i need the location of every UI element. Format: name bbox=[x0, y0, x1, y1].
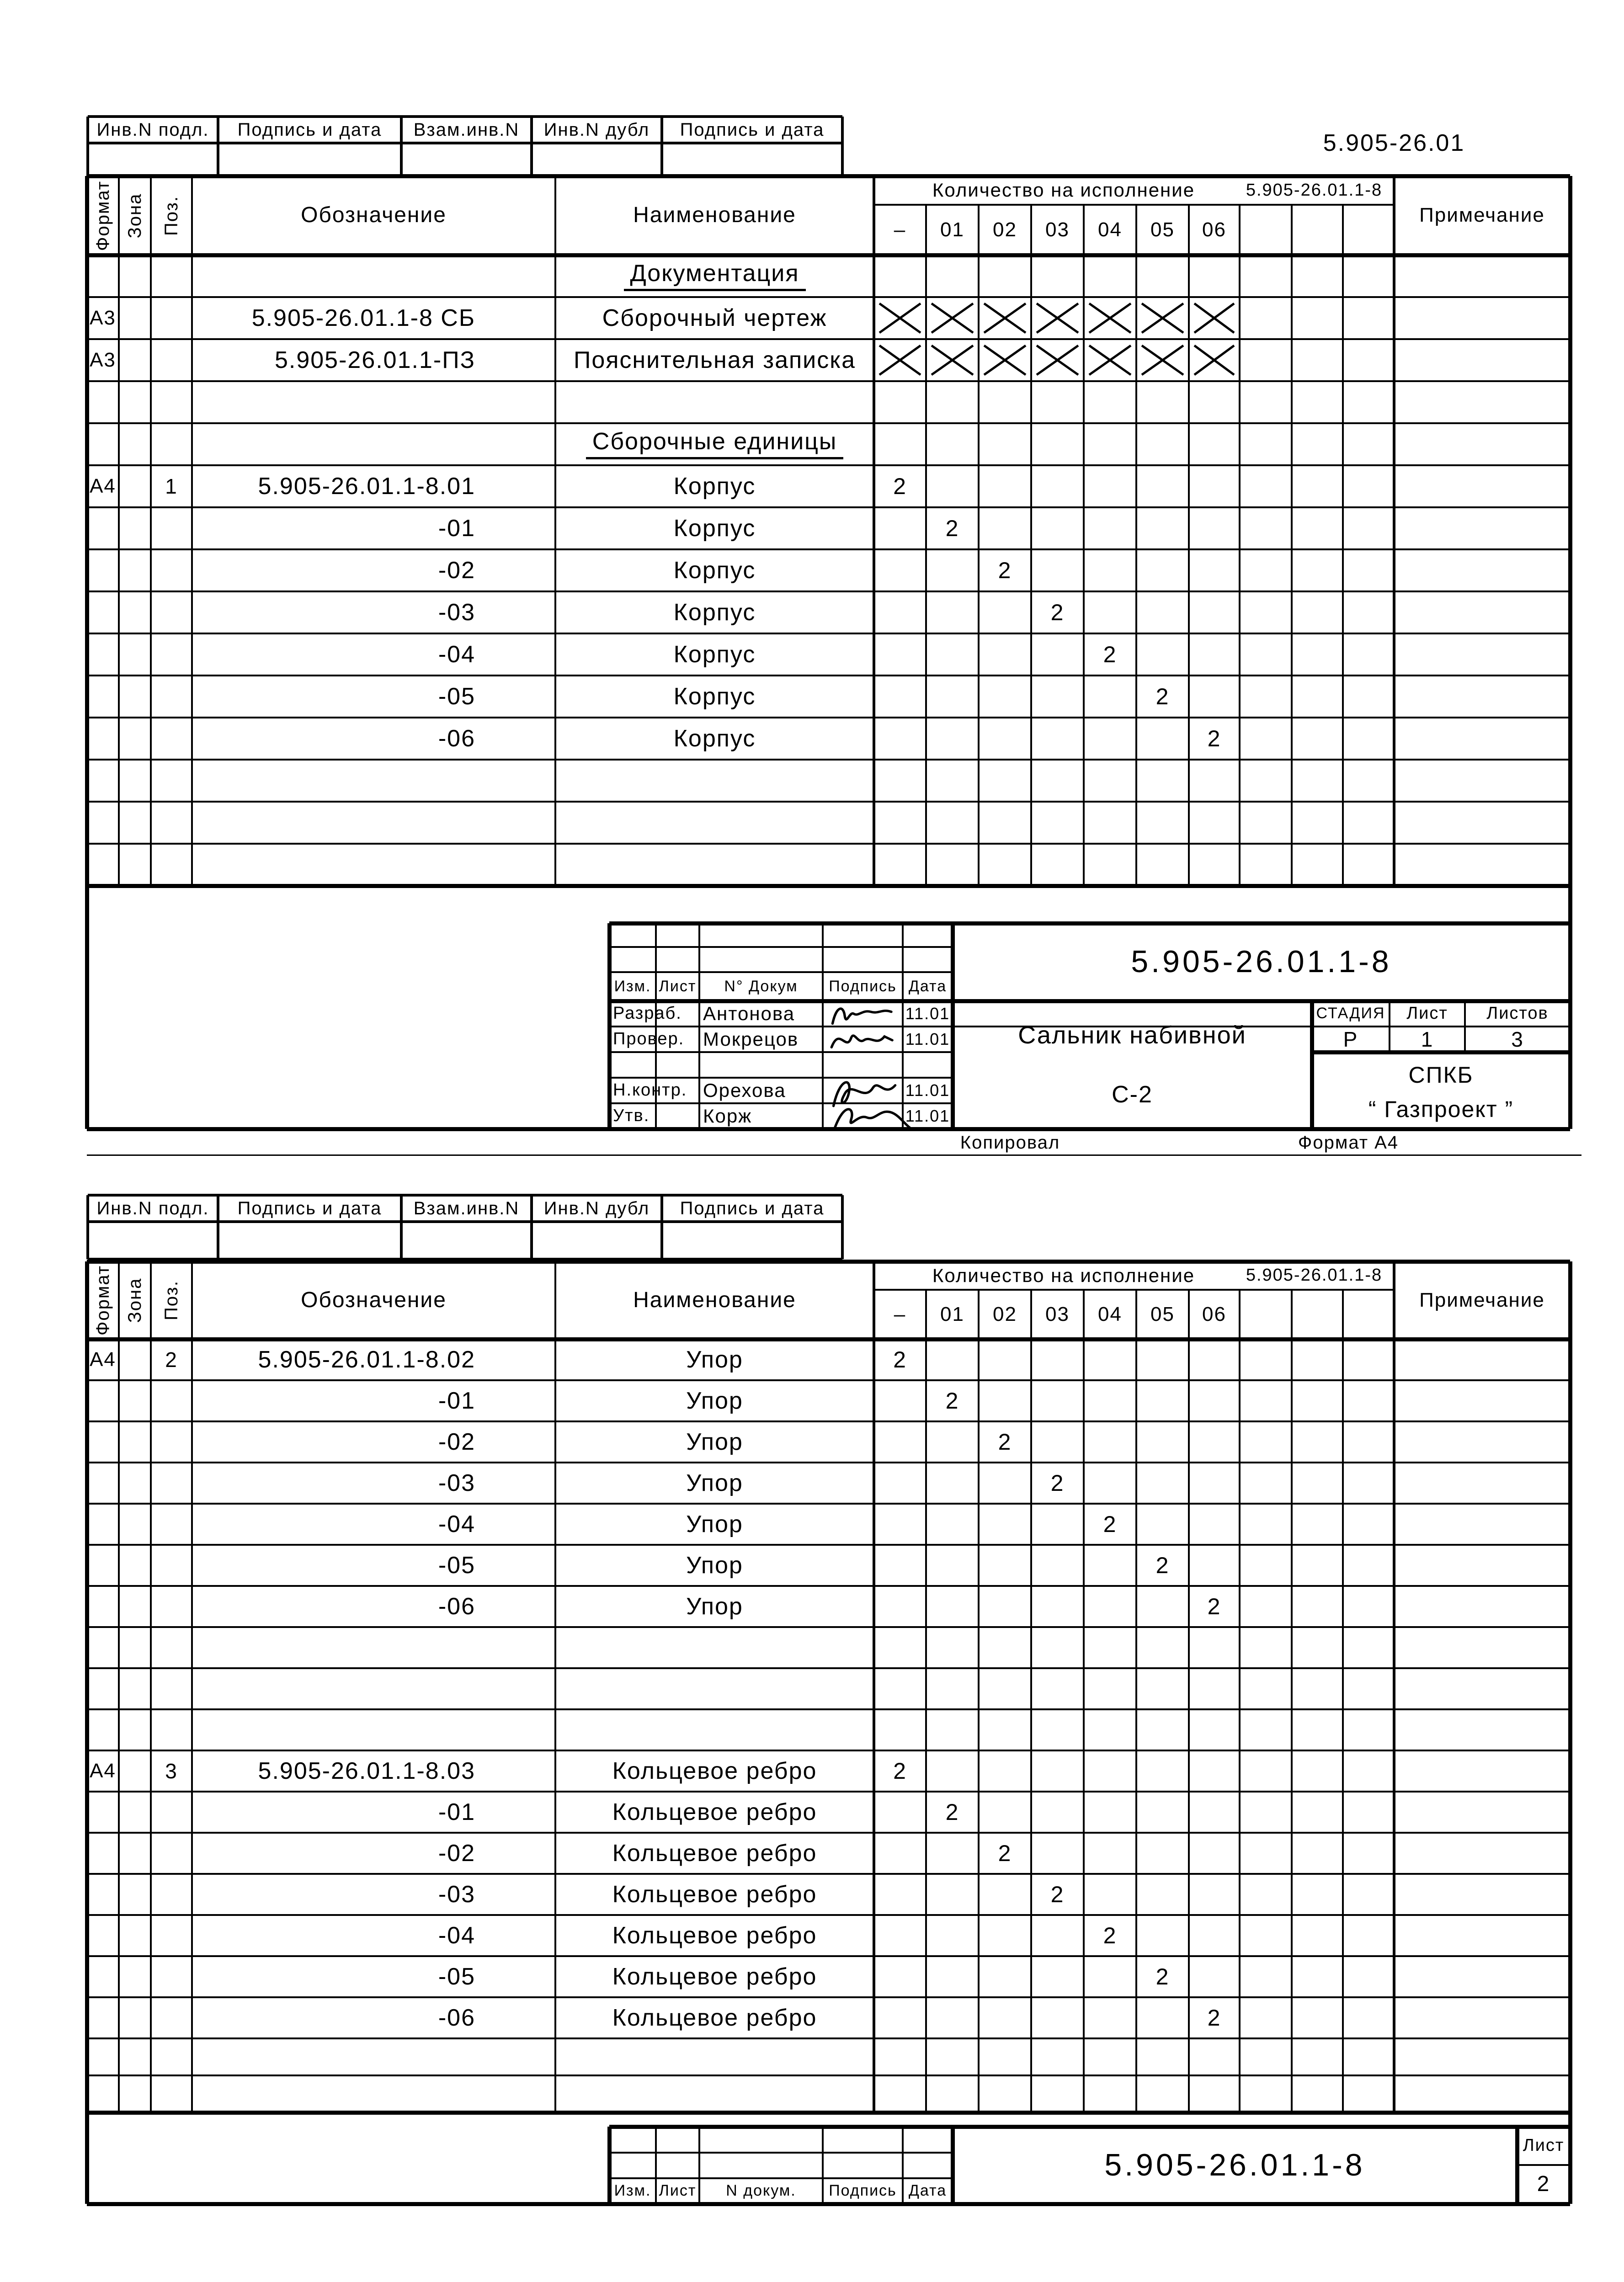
qty-cell: 2 bbox=[1207, 1593, 1221, 1619]
divider-line bbox=[1393, 1261, 1395, 2112]
designation-cell: 5.905-26.01.1-ПЗ bbox=[274, 346, 475, 373]
name-cell: Упор bbox=[686, 1387, 743, 1414]
doc-designation: 5.905-26.01.1-8 bbox=[1131, 944, 1392, 979]
format-a4-label: Формат А4 bbox=[1298, 1133, 1399, 1153]
divider-line bbox=[87, 1154, 1581, 1156]
format-cell: А3 bbox=[90, 306, 116, 329]
col-header-note: Примечание bbox=[1419, 1288, 1545, 1311]
crossed-out-cell-icon bbox=[1138, 342, 1187, 378]
designation-cell: -02 bbox=[438, 1840, 475, 1867]
divider-line bbox=[87, 884, 1570, 888]
crossed-out-cell-icon bbox=[980, 300, 1029, 336]
titleblock-role-cell: Н.контр. bbox=[613, 1080, 687, 1100]
divider-line bbox=[1393, 176, 1395, 886]
sheet-number: 2 bbox=[1537, 2172, 1550, 2197]
divider-line bbox=[118, 176, 120, 886]
divider-line bbox=[87, 759, 1570, 761]
crossed-out-cell-icon bbox=[1033, 300, 1082, 336]
designation-cell: -02 bbox=[438, 1428, 475, 1455]
qty-cell: 2 bbox=[1103, 1922, 1117, 1948]
divider-line bbox=[87, 1667, 1570, 1669]
name-cell: Кольцевое ребро bbox=[612, 1881, 817, 1908]
doc-title-line2: С-2 bbox=[1112, 1081, 1153, 1108]
titleblock-date-cell: 11.01 bbox=[905, 1106, 950, 1126]
qty-cell: 2 bbox=[893, 473, 907, 499]
divider-line bbox=[87, 2075, 1570, 2076]
qty-cell: 2 bbox=[998, 557, 1012, 583]
qty-cell: 2 bbox=[945, 515, 959, 541]
sheets-label: Листов bbox=[1486, 1004, 1549, 1023]
divider-line bbox=[609, 946, 953, 948]
divider-line bbox=[150, 176, 152, 886]
designation-cell: -04 bbox=[438, 1511, 475, 1537]
divider-line bbox=[1239, 205, 1241, 886]
divider-line bbox=[1188, 205, 1190, 886]
name-cell: Упор bbox=[686, 1593, 743, 1620]
doc-designation: 5.905-26.01.1-8 bbox=[1104, 2147, 1365, 2182]
col-header-format: Формат bbox=[93, 180, 113, 251]
crossed-out-cell-icon bbox=[876, 300, 924, 336]
divider-line bbox=[85, 1261, 89, 2112]
crossed-out-cell-icon bbox=[980, 342, 1029, 378]
titleblock-role-cell: Разраб. bbox=[613, 1004, 682, 1023]
qty-col-header: 06 bbox=[1202, 218, 1226, 241]
side-strip-label: Инв.N подл. bbox=[96, 1198, 209, 1218]
titleblock-role-cell: Провер. bbox=[613, 1029, 685, 1049]
divider-line bbox=[191, 176, 193, 886]
side-strip-label: Инв.N дубл bbox=[543, 1198, 650, 1218]
titleblock-name-cell: Мокрецов bbox=[703, 1028, 799, 1050]
col-header-designation: Обозначение bbox=[301, 1287, 447, 1312]
qty-col-header: 06 bbox=[1202, 1303, 1226, 1325]
qty-cell: 2 bbox=[1050, 1470, 1065, 1496]
qty-cell: 2 bbox=[998, 1429, 1012, 1455]
side-strip-label: Подпись и дата bbox=[680, 120, 825, 140]
divider-line bbox=[1135, 205, 1137, 886]
titleblock-name-cell: Антонова bbox=[703, 1002, 795, 1024]
doc-change-col-header: Дата bbox=[908, 2182, 947, 2200]
divider-line bbox=[87, 1127, 609, 1131]
designation-cell: 5.905-26.01.1-8.02 bbox=[258, 1346, 475, 1373]
side-strip-label: Подпись и дата bbox=[680, 1198, 825, 1218]
qty-cell: 2 bbox=[945, 1799, 959, 1825]
qty-cell: 2 bbox=[1050, 1881, 1065, 1907]
name-cell: Корпус bbox=[673, 641, 756, 668]
stage-label: СТАДИЯ bbox=[1316, 1005, 1385, 1022]
doc-change-col-header: Лист bbox=[659, 2182, 697, 2200]
name-cell: Корпус bbox=[673, 557, 756, 584]
qty-col-header: 04 bbox=[1098, 218, 1122, 241]
divider-line bbox=[87, 2037, 1570, 2039]
designation-cell: -01 bbox=[438, 515, 475, 542]
section-title-text: Документация bbox=[624, 261, 806, 291]
copied-by-label: Копировал bbox=[960, 1133, 1060, 1153]
designation-cell: -01 bbox=[438, 1798, 475, 1825]
qty-cell: 2 bbox=[1050, 599, 1065, 625]
doc-change-col-header: Лист bbox=[659, 977, 697, 995]
qty-col-header: 03 bbox=[1045, 1303, 1070, 1325]
side-strip-label: Инв.N дубл bbox=[543, 120, 650, 140]
divider-line bbox=[1291, 205, 1293, 886]
qty-band-title: Количество на исполнение bbox=[932, 1264, 1195, 1286]
section-title bbox=[555, 423, 874, 465]
crossed-out-cell-icon bbox=[1191, 300, 1238, 336]
signature-icon bbox=[830, 1101, 898, 1133]
qty-col-header: 01 bbox=[940, 1303, 964, 1325]
col-header-name: Наименование bbox=[633, 1287, 796, 1312]
divider-line bbox=[87, 1626, 1570, 1628]
qty-cell: 2 bbox=[893, 1346, 907, 1372]
qty-col-header: – bbox=[894, 218, 906, 241]
sheet-label: Лист bbox=[1523, 2136, 1565, 2155]
divider-line bbox=[1239, 1290, 1241, 2112]
divider-line bbox=[87, 380, 1570, 382]
designation-cell: -03 bbox=[438, 1881, 475, 1908]
divider-line bbox=[1030, 205, 1032, 886]
doc-change-col-header: Подпись bbox=[829, 2182, 897, 2200]
qty-col-header: 02 bbox=[993, 1303, 1017, 1325]
qty-cell: 2 bbox=[945, 1388, 959, 1414]
crossed-out-cell-icon bbox=[876, 342, 924, 378]
doc-change-col-header: Изм. bbox=[614, 977, 651, 995]
col-header-pos: Поз. bbox=[161, 195, 181, 236]
designation-cell: 5.905-26.01.1-8.01 bbox=[258, 473, 475, 500]
divider-line bbox=[150, 1261, 152, 2112]
qty-col-header: 02 bbox=[993, 218, 1017, 241]
doc-change-col-header: N докум. bbox=[726, 2182, 796, 2200]
qty-band-code: 5.905-26.01.1-8 bbox=[1246, 180, 1383, 200]
name-cell: Упор bbox=[686, 1428, 743, 1455]
side-strip-label: Подпись и дата bbox=[237, 1198, 382, 1218]
divider-line bbox=[1342, 205, 1344, 886]
name-cell: Корпус bbox=[673, 725, 756, 752]
col-header-format: Формат bbox=[93, 1265, 113, 1336]
divider-line bbox=[85, 2112, 89, 2204]
doc-change-col-header: Изм. bbox=[614, 2182, 651, 2200]
col-header-name: Наименование bbox=[633, 203, 796, 228]
doc-title-line1: Сальник набивной bbox=[1018, 1021, 1246, 1049]
sheets-total: 3 bbox=[1511, 1027, 1524, 1051]
titleblock-name-cell: Орехова bbox=[703, 1079, 786, 1101]
pos-cell: 2 bbox=[165, 1347, 178, 1372]
format-cell: А4 bbox=[90, 474, 116, 497]
name-cell: Кольцевое ребро bbox=[612, 1840, 817, 1867]
divider-line bbox=[1083, 205, 1085, 886]
titleblock-date-cell: 11.01 bbox=[905, 1030, 950, 1049]
divider-line bbox=[1568, 2112, 1572, 2127]
name-cell: Кольцевое ребро bbox=[612, 1798, 817, 1825]
designation-cell: -06 bbox=[438, 725, 475, 752]
qty-col-header: 05 bbox=[1150, 218, 1175, 241]
divider-line bbox=[87, 801, 1570, 803]
sheet-label: Лист bbox=[1406, 1004, 1448, 1023]
org-name-line1: СПКБ bbox=[1408, 1062, 1474, 1088]
qty-cell: 2 bbox=[1155, 1552, 1170, 1578]
qty-cell: 2 bbox=[1155, 1963, 1170, 1989]
qty-col-header: – bbox=[894, 1303, 906, 1325]
name-cell: Упор bbox=[686, 1552, 743, 1579]
divider-line bbox=[1568, 176, 1572, 886]
titleblock-date-cell: 11.01 bbox=[905, 1081, 950, 1100]
qty-cell: 2 bbox=[998, 1840, 1012, 1866]
divider-line bbox=[85, 886, 89, 1129]
qty-cell: 2 bbox=[1155, 683, 1170, 709]
designation-cell: 5.905-26.01.1-8.03 bbox=[258, 1757, 475, 1784]
doc-change-col-header: N° Докум bbox=[724, 977, 798, 995]
side-strip-label: Взам.инв.N bbox=[413, 120, 520, 140]
titleblock-role-cell: Утв. bbox=[613, 1106, 650, 1126]
name-cell: Корпус bbox=[673, 473, 756, 500]
name-cell: Упор bbox=[686, 1346, 743, 1373]
pos-cell: 3 bbox=[165, 1759, 178, 1783]
name-cell: Упор bbox=[686, 1469, 743, 1496]
name-cell: Упор bbox=[686, 1511, 743, 1537]
divider-line bbox=[1291, 1290, 1293, 2112]
crossed-out-cell-icon bbox=[1191, 342, 1238, 378]
col-header-pos: Поз. bbox=[161, 1280, 181, 1320]
divider-line bbox=[118, 1261, 120, 2112]
designation-cell: 5.905-26.01.1-8 СБ bbox=[251, 304, 475, 331]
name-cell: Корпус bbox=[673, 683, 756, 710]
designation-cell: -02 bbox=[438, 557, 475, 584]
col-header-zone: Зона bbox=[125, 1277, 145, 1323]
qty-col-header: 05 bbox=[1150, 1303, 1175, 1325]
divider-line bbox=[1030, 1290, 1032, 2112]
divider-line bbox=[1568, 1261, 1572, 2112]
sheet-number: 1 bbox=[1421, 1027, 1434, 1051]
divider-line bbox=[87, 2111, 1570, 2115]
designation-cell: -06 bbox=[438, 1593, 475, 1620]
designation-cell: -01 bbox=[438, 1387, 475, 1414]
divider-line bbox=[1342, 1290, 1344, 2112]
crossed-out-cell-icon bbox=[1033, 342, 1082, 378]
section-title bbox=[555, 255, 874, 297]
divider-line bbox=[87, 843, 1570, 845]
designation-cell: -03 bbox=[438, 599, 475, 626]
name-cell: Кольцевое ребро bbox=[612, 1922, 817, 1949]
titleblock-date-cell: 11.01 bbox=[905, 1004, 950, 1023]
name-cell: Сборочный чертеж bbox=[602, 304, 827, 331]
qty-cell: 2 bbox=[1103, 1511, 1117, 1537]
col-header-designation: Обозначение bbox=[301, 203, 447, 228]
col-header-note: Примечание bbox=[1419, 204, 1545, 227]
divider-line bbox=[87, 1708, 1570, 1710]
stage-value: Р bbox=[1343, 1027, 1358, 1051]
designation-cell: -04 bbox=[438, 1922, 475, 1949]
divider-line bbox=[609, 2152, 953, 2154]
qty-cell: 2 bbox=[1103, 641, 1117, 667]
name-cell: Кольцевое ребро bbox=[612, 2004, 817, 2031]
designation-cell: -05 bbox=[438, 1963, 475, 1990]
designation-cell: -05 bbox=[438, 1552, 475, 1579]
qty-cell: 2 bbox=[1207, 725, 1221, 751]
crossed-out-cell-icon bbox=[928, 300, 977, 336]
format-cell: А4 bbox=[90, 1348, 116, 1371]
qty-cell: 2 bbox=[1207, 2005, 1221, 2031]
qty-col-header: 03 bbox=[1045, 218, 1070, 241]
side-strip-label: Инв.N подл. bbox=[96, 120, 209, 140]
divider-line bbox=[191, 1261, 193, 2112]
qty-band-code: 5.905-26.01.1-8 bbox=[1246, 1266, 1383, 1285]
signature-icon bbox=[830, 1024, 898, 1057]
crossed-out-cell-icon bbox=[1086, 342, 1134, 378]
titleblock-name-cell: Корж bbox=[703, 1105, 752, 1127]
qty-band-title: Количество на исполнение bbox=[932, 179, 1195, 201]
divider-line bbox=[1568, 886, 1572, 923]
divider-line bbox=[1083, 1290, 1085, 2112]
designation-cell: -06 bbox=[438, 2004, 475, 2031]
top-right-doc-code: 5.905-26.01 bbox=[1323, 129, 1465, 156]
doc-change-col-header: Дата bbox=[908, 977, 947, 995]
designation-cell: -05 bbox=[438, 683, 475, 710]
org-name-line2: “ Газпроект ” bbox=[1368, 1096, 1514, 1122]
designation-cell: -03 bbox=[438, 1469, 475, 1496]
doc-change-col-header: Подпись bbox=[829, 977, 897, 995]
side-strip-label: Подпись и дата bbox=[237, 120, 382, 140]
name-cell: Корпус bbox=[673, 599, 756, 626]
divider-line bbox=[85, 176, 89, 886]
name-cell: Корпус bbox=[673, 515, 756, 542]
designation-cell: -04 bbox=[438, 641, 475, 668]
qty-col-header: 01 bbox=[940, 218, 964, 241]
col-header-zone: Зона bbox=[125, 193, 145, 238]
crossed-out-cell-icon bbox=[928, 342, 977, 378]
crossed-out-cell-icon bbox=[1138, 300, 1187, 336]
side-strip-label: Взам.инв.N bbox=[413, 1198, 520, 1218]
name-cell: Пояснительная записка bbox=[573, 346, 856, 373]
section-title-text: Сборочные единицы bbox=[586, 429, 844, 459]
qty-col-header: 04 bbox=[1098, 1303, 1122, 1325]
format-cell: А4 bbox=[90, 1759, 116, 1782]
qty-cell: 2 bbox=[893, 1758, 907, 1784]
pos-cell: 1 bbox=[165, 474, 178, 498]
name-cell: Кольцевое ребро bbox=[612, 1963, 817, 1990]
name-cell: Кольцевое ребро bbox=[612, 1757, 817, 1784]
format-cell: А3 bbox=[90, 348, 116, 371]
crossed-out-cell-icon bbox=[1086, 300, 1134, 336]
